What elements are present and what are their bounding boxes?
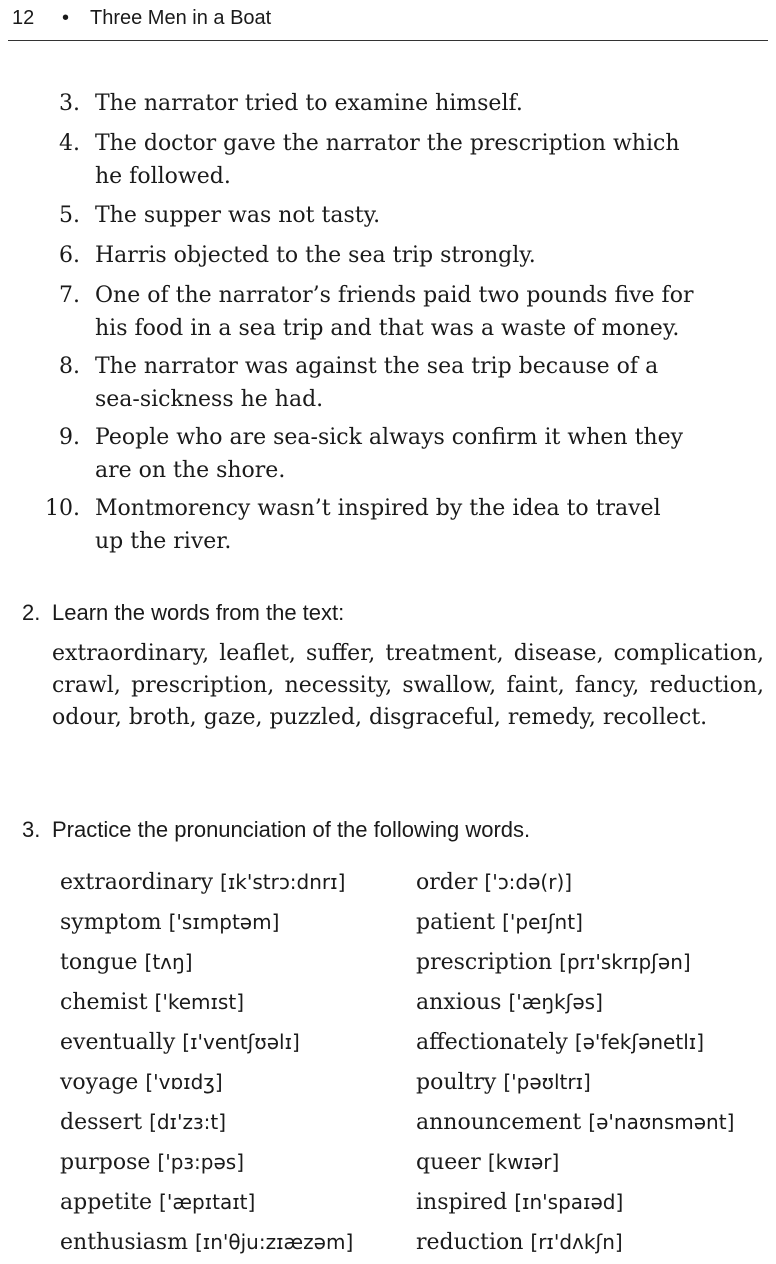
entry-word: dessert	[60, 1110, 143, 1135]
task-number: 2.	[22, 600, 41, 625]
statement-line: his food in a sea trip and that was a waste of money.	[95, 316, 680, 341]
statement-number: 6.	[59, 243, 80, 268]
statement-line: The supper was not tasty.	[95, 203, 381, 228]
pronunciation-entry	[416, 1186, 623, 1219]
statement-number: 8.	[59, 354, 80, 379]
entry-word: eventually	[60, 1030, 176, 1055]
pronunciation-entry	[416, 986, 603, 1019]
entry-transcription: ['ɔ:də(r)]	[484, 870, 573, 894]
statement-number: 3.	[59, 91, 80, 116]
statement-text	[95, 127, 765, 193]
entry-word: purpose	[60, 1150, 151, 1175]
header-separator: •	[62, 7, 70, 29]
statement-line: up the river.	[95, 529, 232, 554]
statement-text	[95, 421, 765, 487]
statement-line: sea-sickness he had.	[95, 387, 324, 412]
entry-transcription: [tʌŋ]	[144, 950, 193, 974]
entry-word: chemist	[60, 990, 148, 1015]
entry-transcription: ['æŋkʃəs]	[508, 990, 603, 1014]
statement-line: he followed.	[95, 164, 231, 189]
pronunciation-entry	[60, 1186, 255, 1219]
pronunciation-entry	[416, 1106, 734, 1139]
statement-text	[95, 279, 765, 345]
task-heading-text: Learn the words from the text:	[52, 600, 345, 625]
entry-transcription: [kwɪər]	[487, 1150, 560, 1174]
entry-word: poultry	[416, 1070, 497, 1095]
pronunciation-entry	[416, 1226, 623, 1259]
pronunciation-entry	[60, 1226, 353, 1259]
pronunciation-entry	[60, 946, 193, 979]
entry-word: patient	[416, 910, 496, 935]
pronunciation-entry	[60, 1146, 244, 1179]
statement-line: People who are sea-sick always confirm it when they	[95, 425, 684, 450]
entry-word: inspired	[416, 1190, 508, 1215]
entry-transcription: [ɪn'spaɪəd]	[514, 1190, 624, 1214]
entry-transcription: ['kemɪst]	[154, 990, 244, 1014]
statement-number: 5.	[59, 203, 80, 228]
entry-word: affectionately	[416, 1030, 568, 1055]
entry-transcription: ['vɒɪdʒ]	[145, 1070, 223, 1094]
entry-word: symptom	[60, 910, 162, 935]
entry-transcription: [rɪ'dʌkʃn]	[530, 1230, 623, 1254]
entry-word: announcement	[416, 1110, 582, 1135]
pronunciation-entry	[416, 1026, 704, 1059]
statement-line: Montmorency wasn’t inspired by the idea to travel	[95, 496, 661, 521]
statement-text	[95, 239, 765, 272]
task-number: 3.	[22, 817, 41, 842]
statement-text	[95, 87, 765, 120]
statement-line: One of the narrator’s friends paid two pounds five for	[95, 283, 694, 308]
statement-text	[95, 199, 765, 232]
entry-word: prescription	[416, 950, 553, 975]
pronunciation-entry	[416, 866, 572, 899]
entry-transcription: ['peɪʃnt]	[502, 910, 583, 934]
statement-line: are on the shore.	[95, 458, 286, 483]
entry-word: anxious	[416, 990, 502, 1015]
entry-word: order	[416, 870, 478, 895]
pronunciation-entry	[60, 986, 244, 1019]
entry-word: enthusiasm	[60, 1230, 188, 1255]
book-title: Three Men in a Boat	[90, 7, 272, 29]
statement-text	[95, 492, 765, 558]
pronunciation-entry	[416, 1146, 559, 1179]
entry-transcription: ['pəʊltrɪ]	[503, 1070, 591, 1094]
task-3-heading	[22, 815, 530, 845]
entry-transcription: [prɪ'skrɪpʃən]	[559, 950, 691, 974]
entry-word: tongue	[60, 950, 138, 975]
statement-line: The narrator tried to examine himself.	[95, 91, 523, 116]
entry-word: reduction	[416, 1230, 524, 1255]
statement-text	[95, 350, 765, 416]
statement-number: 4.	[59, 131, 80, 156]
statement-line: The doctor gave the narrator the prescription which	[95, 131, 680, 156]
pronunciation-entry	[60, 906, 279, 939]
entry-transcription: [dɪ'zз:t]	[149, 1110, 227, 1134]
statement-number: 10.	[45, 496, 80, 521]
entry-word: extraordinary	[60, 870, 214, 895]
entry-transcription: [ɪ'ventʃʊəlɪ]	[182, 1030, 300, 1054]
statement-line: Harris objected to the sea trip strongly.	[95, 243, 536, 268]
entry-transcription: ['pз:pəs]	[157, 1150, 244, 1174]
entry-transcription: ['æpɪtaɪt]	[159, 1190, 256, 1214]
page-header	[8, 4, 768, 41]
entry-transcription: [ə'naʊnsmənt]	[588, 1110, 735, 1134]
entry-word: appetite	[60, 1190, 153, 1215]
entry-transcription: [ə'fekʃənetlɪ]	[574, 1030, 704, 1054]
statement-line: The narrator was against the sea trip because of a	[95, 354, 659, 379]
entry-word: voyage	[60, 1070, 139, 1095]
page-number: 12	[12, 7, 35, 29]
pronunciation-entry	[60, 866, 345, 899]
pronunciation-entry	[60, 1026, 300, 1059]
word-list-paragraph: extraordinary, leaflet, suffer, treatment, disease, complication, crawl, prescription, necessity, swallow, faint, fancy, reduction, odour, broth, gaze, puzzled, disgraceful, remedy, recollect.	[52, 641, 764, 730]
pronunciation-entry	[416, 1066, 591, 1099]
pronunciation-entry	[416, 946, 691, 979]
statement-number: 9.	[59, 425, 80, 450]
pronunciation-entry	[60, 1106, 226, 1139]
statement-number: 7.	[59, 283, 80, 308]
pronunciation-entry	[60, 1066, 223, 1099]
entry-transcription: [ɪn'θju:zɪæzəm]	[194, 1230, 354, 1254]
task-heading-text: Practice the pronunciation of the following words.	[52, 817, 531, 842]
entry-transcription: [ɪk'strɔ:dnrɪ]	[220, 870, 346, 894]
task-2-heading	[22, 598, 344, 628]
entry-word: queer	[416, 1150, 481, 1175]
entry-transcription: ['sɪmptəm]	[168, 910, 280, 934]
pronunciation-entry	[416, 906, 583, 939]
